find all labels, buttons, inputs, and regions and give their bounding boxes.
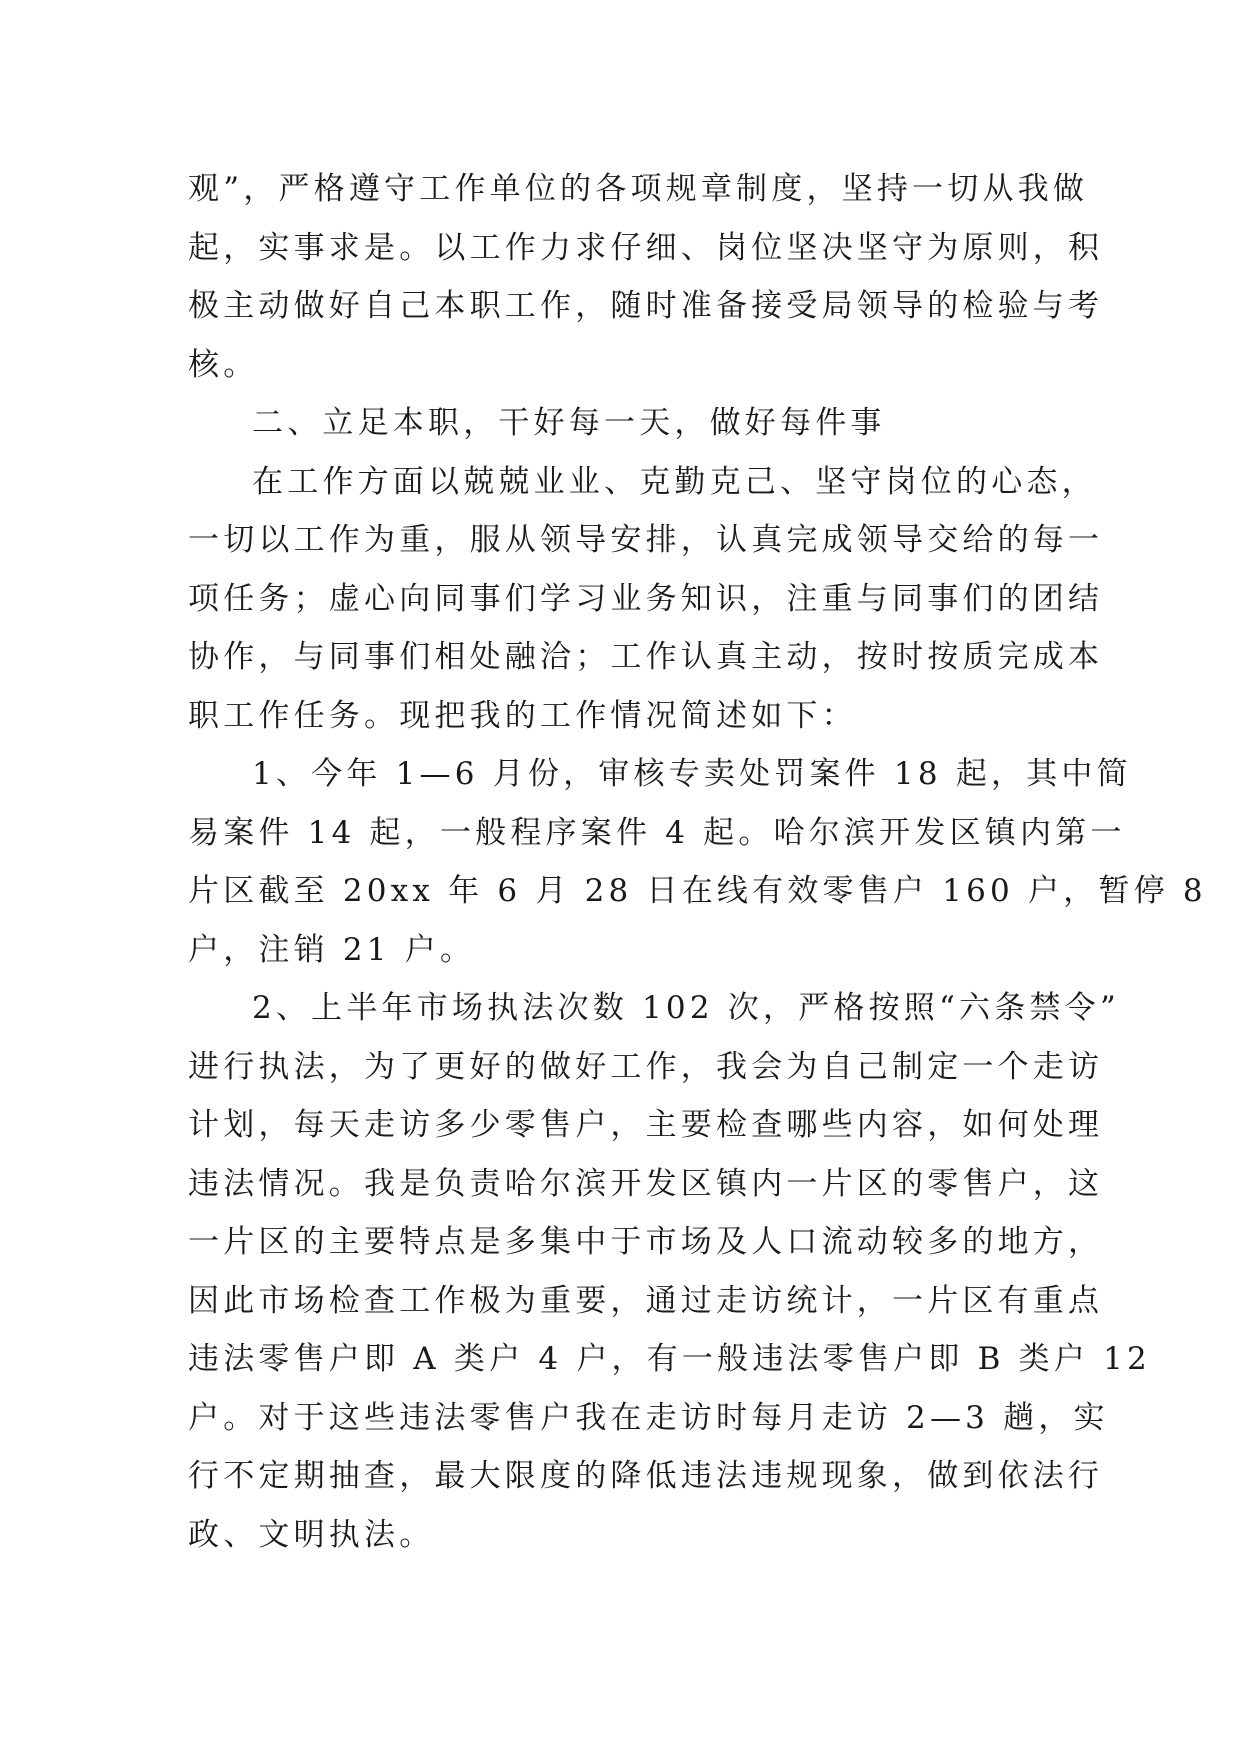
- text-line: 因此市场检查工作极为重要，通过走访统计，一片区有重点: [188, 1282, 1104, 1319]
- text-line: 在工作方面以兢兢业业、克勤克己、坚守岗位的心态，: [252, 463, 1097, 500]
- text-line: 进行执法，为了更好的做好工作，我会为自己制定一个走访: [188, 1048, 1104, 1085]
- text-line: 违法情况。我是负责哈尔滨开发区镇内一片区的零售户，这: [188, 1165, 1104, 1202]
- text-line: 起，实事求是。以工作力求仔细、岗位坚决坚守为原则，积: [188, 229, 1104, 266]
- text-line: 1、今年 1—6 月份，审核专卖处罚案件 18 起，其中简: [252, 756, 1132, 792]
- paragraph-item-1: [188, 745, 1207, 979]
- paragraph-work-attitude: [188, 453, 1104, 746]
- paragraph-item-2: [188, 979, 1151, 1564]
- text-line: 一片区的主要特点是多集中于市场及人口流动较多的地方，: [188, 1224, 1104, 1260]
- text-line: 政、文明执法。: [188, 1516, 435, 1553]
- text-line: 片区截至 20xx 年 6 月 28 日在线有效零售户 160 户，暂停 8: [188, 873, 1207, 909]
- paragraph-rules: [188, 160, 1104, 394]
- text-line: 职工作任务。现把我的工作情况简述如下：: [188, 697, 857, 734]
- text-line: 项任务；虚心向同事们学习业务知识，注重与同事们的团结: [188, 580, 1104, 617]
- section-heading: [188, 394, 1054, 453]
- text-line: 违法零售户即 A 类户 4 户，有一般违法零售户即 B 类户 12: [188, 1341, 1151, 1377]
- text-line: 协作，与同事们相处融洽；工作认真主动，按时按质完成本: [188, 639, 1104, 675]
- text-line: 易案件 14 起，一般程序案件 4 起。哈尔滨开发区镇内第一: [188, 814, 1126, 851]
- text-line: 极主动做好自己本职工作，随时准备接受局领导的检验与考: [188, 288, 1104, 324]
- text-line: 2、上半年市场执法次数 102 次，严格按照“六条禁令”: [252, 990, 1120, 1026]
- text-line: 一切以工作为重，服从领导安排，认真完成领导交给的每一: [188, 522, 1104, 558]
- text-line: 观”，严格遵守工作单位的各项规章制度，坚持一切从我做: [188, 171, 1089, 207]
- text-line: 户。对于这些违法零售户我在走访时每月走访 2—3 趟，实: [188, 1399, 1109, 1436]
- document-body: [188, 160, 1207, 1564]
- text-line: 行不定期抽查，最大限度的降低违法违规现象，做到依法行: [188, 1458, 1104, 1494]
- text-line: 户，注销 21 户。: [188, 931, 476, 968]
- text-line: 核。: [188, 346, 259, 383]
- text-line: 计划，每天走访多少零售户，主要检查哪些内容，如何处理: [188, 1107, 1104, 1143]
- text-line: 二、立足本职，干好每一天，做好每件事: [252, 405, 886, 441]
